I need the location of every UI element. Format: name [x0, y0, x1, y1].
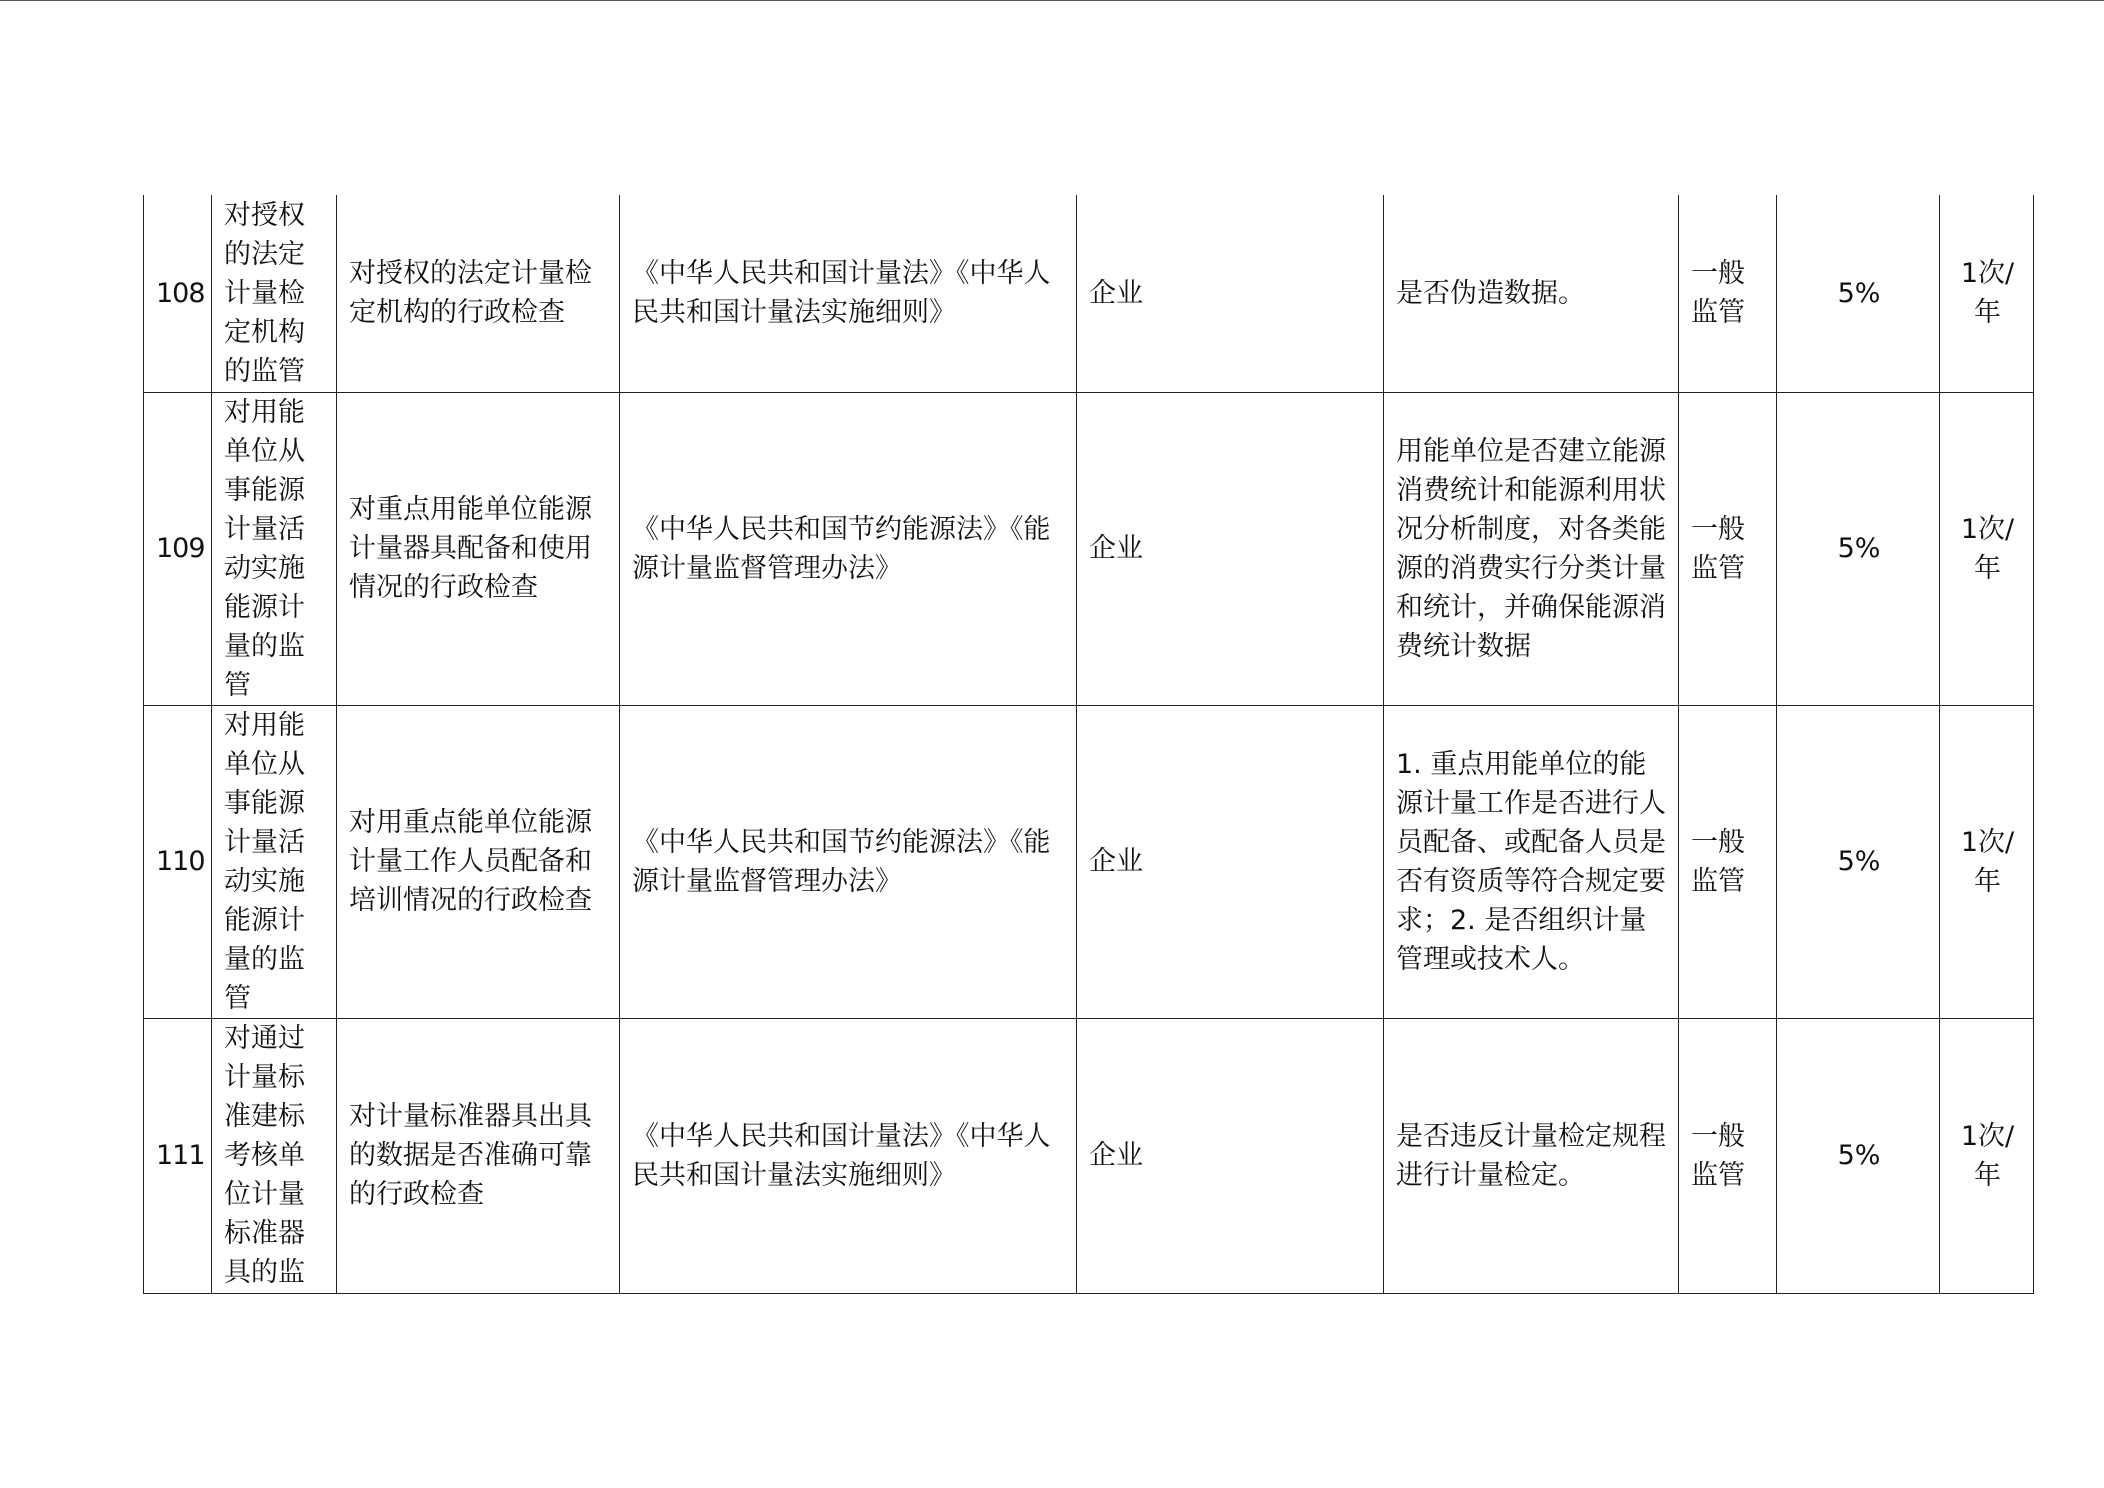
inspection-object: 企业 [1077, 392, 1384, 705]
legal-basis: 《中华人民共和国节约能源法》《能源计量监督管理办法》 [620, 392, 1077, 705]
row-number: 110 [144, 705, 212, 1018]
supervision-type: 一般监管 [1679, 392, 1777, 705]
sampling-ratio: 5% [1777, 1018, 1940, 1293]
check-points: 用能单位是否建立能源消费统计和能源利用状况分析制度，对各类能源的消费实行分类计量和统计，并确保能源消费统计数据 [1384, 392, 1679, 705]
inspection-object: 企业 [1077, 1018, 1384, 1293]
inspection-frequency: 1次/年 [1940, 705, 2034, 1018]
inspection-frequency: 1次/年 [1940, 392, 2034, 705]
inspection-content: 对用重点能单位能源计量工作人员配备和培训情况的行政检查 [337, 705, 620, 1018]
inspection-item: 对通过计量标准建标考核单位计量标准器具的监 [212, 1018, 337, 1293]
inspection-item: 对用能单位从事能源计量活动实施能源计量的监管 [212, 705, 337, 1018]
page-top-border [0, 0, 2104, 1]
sampling-ratio: 5% [1777, 705, 1940, 1018]
inspection-table [143, 195, 2034, 1294]
sampling-ratio: 5% [1777, 195, 1940, 392]
check-points: 是否违反计量检定规程进行计量检定。 [1384, 1018, 1679, 1293]
table-row [144, 1018, 2034, 1293]
inspection-object: 企业 [1077, 195, 1384, 392]
table-row [144, 705, 2034, 1018]
row-number: 111 [144, 1018, 212, 1293]
table-row [144, 392, 2034, 705]
check-points: 是否伪造数据。 [1384, 195, 1679, 392]
sampling-ratio: 5% [1777, 392, 1940, 705]
inspection-frequency: 1次/年 [1940, 1018, 2034, 1293]
row-number: 108 [144, 195, 212, 392]
supervision-type: 一般监管 [1679, 1018, 1777, 1293]
inspection-content: 对授权的法定计量检定机构的行政检查 [337, 195, 620, 392]
inspection-item: 对用能单位从事能源计量活动实施能源计量的监管 [212, 392, 337, 705]
supervision-type: 一般监管 [1679, 705, 1777, 1018]
inspection-content: 对重点用能单位能源计量器具配备和使用情况的行政检查 [337, 392, 620, 705]
legal-basis: 《中华人民共和国计量法》《中华人民共和国计量法实施细则》 [620, 1018, 1077, 1293]
inspection-object: 企业 [1077, 705, 1384, 1018]
row-number: 109 [144, 392, 212, 705]
table-row [144, 195, 2034, 392]
legal-basis: 《中华人民共和国计量法》《中华人民共和国计量法实施细则》 [620, 195, 1077, 392]
inspection-frequency: 1次/年 [1940, 195, 2034, 392]
inspection-item: 对授权的法定计量检定机构的监管 [212, 195, 337, 392]
inspection-content: 对计量标准器具出具的数据是否准确可靠的行政检查 [337, 1018, 620, 1293]
supervision-type: 一般监管 [1679, 195, 1777, 392]
legal-basis: 《中华人民共和国节约能源法》《能源计量监督管理办法》 [620, 705, 1077, 1018]
check-points: 1. 重点用能单位的能源计量工作是否进行人员配备、或配备人员是否有资质等符合规定要求；2. 是否组织计量管理或技术人。 [1384, 705, 1679, 1018]
